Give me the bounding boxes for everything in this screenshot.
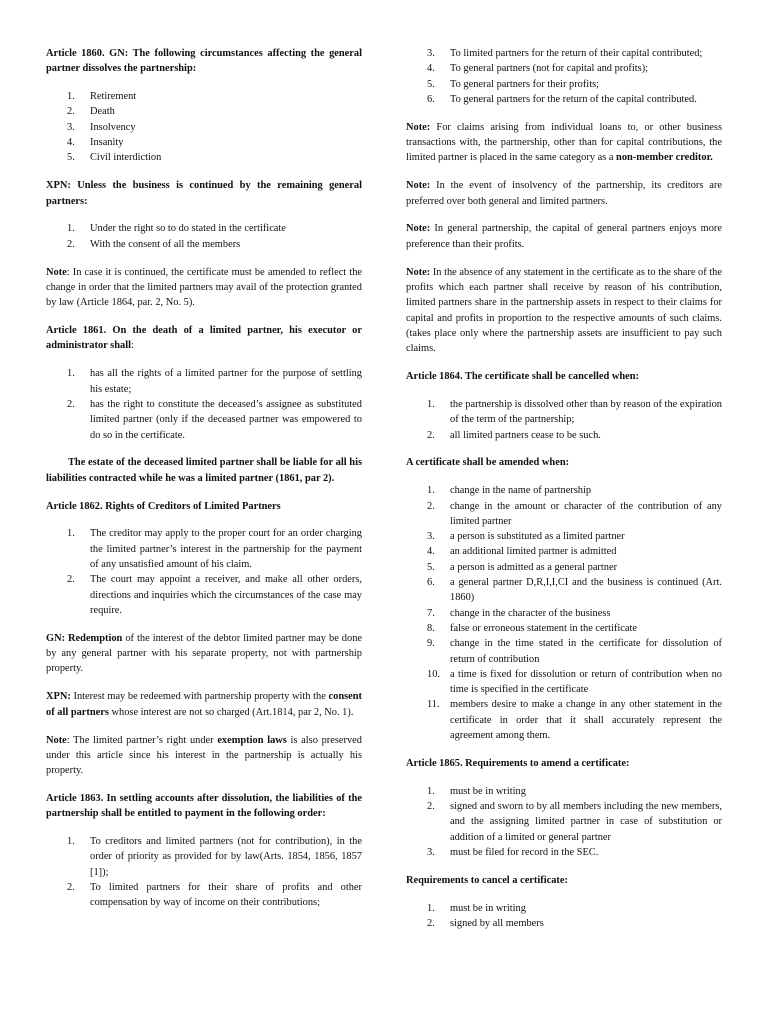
list-item: 3. To limited partners for the return of their capital contributed; [427, 48, 703, 59]
list-item: 4. To general partners (not for capital and profits); [427, 63, 649, 75]
list-item: 1. To creditors and limited partners (not for contribution), in the order of priority as provided for by law(Arts. 1854, 1856, 1857 [1]); [67, 836, 362, 878]
estate-liability-paragraph: The estate of the deceased limited partner shall be liable for all his liabilities contracted while he was a limited partner (1861, par 2). [46, 457, 362, 484]
list-item: 2. Death [67, 106, 115, 118]
right-column [406, 0, 722, 944]
list-item: 1. must be in writing [427, 785, 526, 797]
list-item: 3. a person is substituted as a limited partner [427, 531, 625, 543]
list-item: 7. change in the character of the business [427, 607, 611, 619]
list-item: 5. To general partners for their profits; [427, 78, 600, 90]
list-item: 1. Under the right so to do stated in the certificate [67, 223, 286, 235]
note-exemption-laws: Note: The limited partner’s right under exemption laws is also preserved under this article since his interest in the partnership is actually his property. [46, 734, 362, 777]
list-item: 11. members desire to make a change in any other statement in the certificate in order that it shall accurately represent the agreement among them. [427, 699, 722, 742]
list-item: 1. change in the name of partnership [427, 485, 592, 497]
list-item: 1. Retirement [67, 91, 137, 103]
list-item: 9. change in the time stated in the certificate for dissolution of return of contribution [427, 638, 722, 665]
list-item: 2. To limited partners for their share of profits and other compensation by way of income on their contributions; [67, 882, 362, 909]
article-1864-heading: Article 1864. The certificate shall be cancelled when: [406, 371, 639, 383]
article-1861-list [46, 366, 362, 442]
note-insolvency: Note: In the event of insolvency of the partnership, its creditors are preferred over both general and limited partners. [406, 180, 722, 207]
article-1865-list [406, 784, 722, 860]
note-amend-certificate: Note: In case it is continued, the certificate must be amended to reflect the change in order that the limited partners may avail of the protection granted by law (Article 1864, par. 2, No. 5). [46, 266, 362, 309]
list-item: 2. all limited partners cease to be such. [427, 429, 601, 441]
cancel-certificate-heading: Requirements to cancel a certificate: [406, 874, 568, 886]
list-item: 5. a person is admitted as a general partner [427, 561, 618, 573]
list-item: 2. change in the amount or character of the contribution of any limited partner [427, 500, 722, 527]
article-1865-heading: Article 1865. Requirements to amend a certificate: [406, 757, 630, 769]
list-item: 10. a time is fixed for dissolution or return of contribution when no time is specified in the certificate [427, 668, 722, 696]
article-1861-heading: Article 1861. On the death of a limited partner, his executor or administrator shall: [46, 325, 362, 352]
left-column [46, 0, 362, 923]
list-item: 4. an additional limited partner is admitted [427, 546, 617, 558]
gn-redemption-paragraph: GN: Redemption of the interest of the debtor limited partner may be done by any general partner with his separate property, not with partnership property. [46, 632, 363, 675]
list-item: 2. The court may appoint a receiver, and make all other orders, directions and inquiries which the circumstances of the case may require. [67, 574, 362, 616]
article-1862-list [46, 526, 362, 618]
list-item: 2. signed by all members [427, 918, 544, 930]
list-item: 8. false or erroneous statement in the certificate [427, 622, 637, 634]
amend-certificate-list [406, 483, 722, 743]
list-item: 5. Civil interdiction [67, 152, 162, 164]
list-item: 1. must be in writing [427, 902, 526, 914]
article-1863-heading: Article 1863. In settling accounts after dissolution, the liabilities of the partnership shall be entitled to payment in the following order: [46, 793, 362, 820]
list-item: 4. Insanity [67, 137, 124, 149]
article-1860-heading: Article 1860. GN: The following circumstances affecting the general partner dissolves the partnership: [46, 48, 362, 75]
list-item: 3. Insolvency [67, 121, 136, 133]
list-item: 1. the partnership is dissolved other than by reason of the expiration of the term of the partnership; [427, 398, 722, 426]
article-1864-list [406, 397, 722, 443]
list-item: 2. has the right to constitute the deceased’s assignee as substituted limited partner (only if the deceased partner was empowered to do so in the certificate. [67, 398, 362, 441]
list-item: 1. has all the rights of a limited partner for the purpose of settling his estate; [67, 368, 362, 395]
amend-certificate-heading: A certificate shall be amended when: [406, 457, 570, 469]
xpn-redemption-paragraph: XPN: Interest may be redeemed with partnership property with the consent of all partners whose interest are not so charged (Art.1814, par 2, No. 1). [46, 691, 362, 718]
list-item: 6. a general partner D,R,I,I,CI and the business is continued (Art. 1860) [427, 577, 722, 604]
article-1863-list-continued [406, 46, 722, 107]
list-item: 3. must be filed for record in the SEC. [427, 847, 599, 858]
list-item: 1. The creditor may apply to the proper court for an order charging the limited partner’s interest in the partnership for the payment of any unsatisfied amount of his claim. [67, 528, 362, 571]
note-profit-share: Note: In the absence of any statement in the certificate as to the share of the profits which each partner shall receive by reason of his contribution, limited partners share in the partnership assets in respect to their claims for capital and profits in proportion to the respective amounts of such claims. (takes place only where the partnership assets are insufficient to pay such claims. [406, 266, 722, 355]
list-item: 6. To general partners for the return of the capital contributed. [427, 93, 697, 105]
list-item: 2. With the consent of all the members [67, 238, 241, 250]
list-item: 2. signed and sworn to by all members including the new members, and the assigning limited partner in case of substitution or addition of a limited or general partner [427, 801, 722, 843]
article-1863-list [46, 834, 362, 910]
cancel-certificate-list [406, 901, 722, 932]
article-1862-heading: Article 1862. Rights of Creditors of Limited Partners [46, 500, 281, 512]
note-non-member-creditor: Note: For claims arising from individual loans to, or other business transactions with, the partnership, other than for capital contributions, the limited partner is placed in the same category as a non-member creditor. [406, 121, 722, 164]
note-general-partnership: Note: In general partnership, the capital of general partners enjoys more preference than their profits. [406, 223, 722, 250]
article-1860-list [46, 89, 362, 165]
xpn-continuation-list [46, 221, 362, 252]
xpn-continuation-heading: XPN: Unless the business is continued by the remaining general partners: [46, 180, 362, 207]
